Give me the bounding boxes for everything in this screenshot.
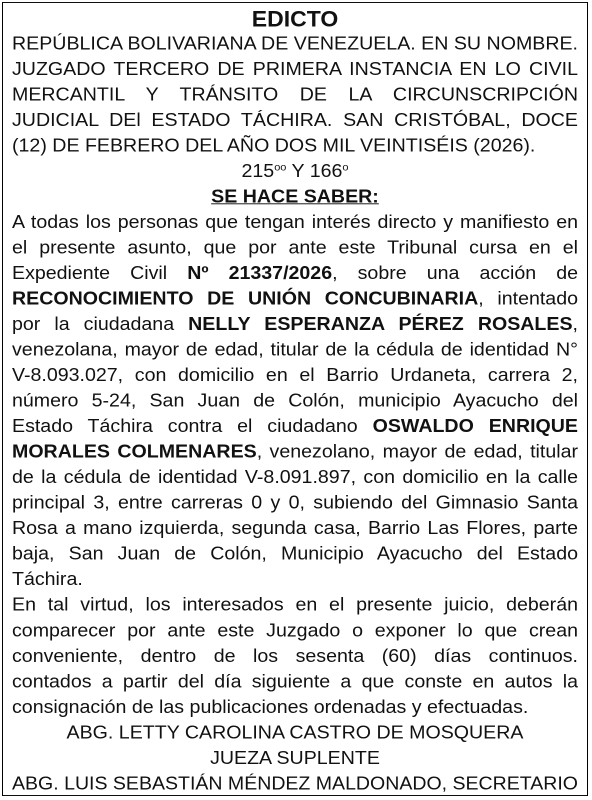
p1-text-c: , intentado por la ciudadana bbox=[12, 288, 578, 335]
year-independence-suffix: oo bbox=[274, 161, 287, 174]
edict-header: REPÚBLICA BOLIVARIANA DE VENEZUELA. EN SU NOMBRE. JUZGADO TERCERO DE PRIMERA INSTANCIA EN LO CIVIL MERCANTIL Y TRÁNSITO DE LA CIRCUNSCRIPCIÓN JUDICIAL DEl ESTADO TÁCHIRA. SAN CRISTÓBAL, DOCE (12) DE FEBRERO DEL AÑO DOS MIL VEINTISÉIS (2026). bbox=[12, 33, 578, 157]
judge-title: JUEZA SUPLENTE bbox=[210, 747, 380, 769]
edict-notice bbox=[2, 2, 588, 796]
year-federation: 166 bbox=[309, 160, 343, 182]
edict-paragraph-1 bbox=[12, 210, 578, 593]
edict-year-line bbox=[12, 159, 578, 185]
edict-paragraph-2: En tal virtud, los interesados en el presente juicio, deberán comparecer por ante este Juzgado o exponer lo que crean conveniente, dentro de los sesenta (60) días continuos. contados a partir del día siguiente a que conste en autos la consignación de las publicaciones ordenadas y efectuadas. bbox=[12, 594, 578, 718]
p1-text-a: A todas los personas que tengan interés directo y manifiesto en el presente asunto, que por ante este Tribunal cursa en el Expediente Civil bbox=[12, 211, 578, 284]
plaintiff-name: NELLY ESPERANZA PÉREZ ROSALES bbox=[188, 313, 573, 335]
defendant-name: OSWALDO ENRIQUE MORALES COLMENARES bbox=[12, 416, 578, 463]
secretary-signature bbox=[12, 771, 578, 797]
p1-text-e: , venezolano, mayor de edad, titular de la cédula de identidad V-8.091.897, con domicilio en la calle principal 3, entre carreras 0 y 0, subiendo del Gimnasio Santa Rosa a mano izquierda, segunda casa, Barrio Las Flores, parte baja, San Juan de Colón, Municipio Ayacucho del Estado Táchira. bbox=[12, 441, 578, 590]
edict-title: EDICTO bbox=[251, 6, 339, 32]
case-number: Nº 21337/2026 bbox=[187, 262, 333, 284]
p1-text-b: , sobre una acción de bbox=[332, 262, 578, 284]
p1-text-d: , venezolana, mayor de edad, titular de la cédula de identidad N° V-8.093.027, con domicilio en el Barrio Urdaneta, carrera 2, número 5-24, San Juan de Colón, municipio Ayacucho del Estado Táchira contra el ciudadano bbox=[12, 313, 578, 437]
year-independence: 215 bbox=[241, 160, 275, 182]
year-separator: Y bbox=[286, 160, 310, 182]
action-type: RECONOCIMIENTO DE UNIÓN CONCUBINARIA bbox=[12, 288, 479, 310]
year-federation-suffix: o bbox=[342, 161, 349, 174]
edict-heading: SE HACE SABER: bbox=[211, 186, 379, 208]
secretary-name: ABG. LUIS SEBASTIÁN MÉNDEZ MALDONADO, SECRETARIO bbox=[12, 773, 578, 795]
judge-name: ABG. LETTY CAROLINA CASTRO DE MOSQUERA bbox=[66, 722, 524, 744]
